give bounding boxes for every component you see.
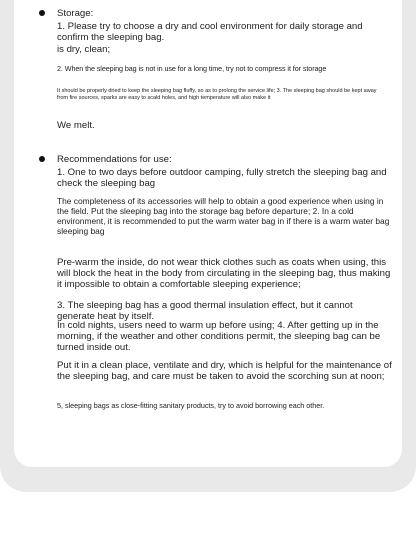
recommendations-paragraph-4: 3. The sleeping bag has a good thermal insulation effect, but it cannot generate heat by itself. [57, 300, 353, 323]
recommendations-paragraph-6: Put it in a clean place, ventilate and dry, which is helpful for the maintenance of the sleeping bag, and care must be taken to avoid the scorching sun at noon; [57, 360, 392, 383]
storage-paragraph-3: 2. When the sleeping bag is not in use for a long time, try not to compress it for storage [57, 64, 327, 73]
recommendations-paragraph-1: 1. One to two days before outdoor camping, fully stretch the sleeping bag and check the sleeping bag [57, 167, 387, 190]
storage-paragraph-1: 1. Please try to choose a dry and cool environment for daily storage and confirm the sleeping bag. [57, 21, 363, 44]
storage-paragraph-4: It should be properly dried to keep the sleeping bag fluffy, so as to prolong the service life; 3. The sleeping bag should be kept away from fire sources, sparks are easy to scald holes, and high temperature will also make it [57, 88, 377, 101]
bullet-icon [39, 10, 45, 16]
recommendations-paragraph-3: Pre-warm the inside, do not wear thick clothes such as coats when using, this will block the heat in the body from circulating in the sleeping bag, thus making it impossible to obtain a comfortable sleeping experience; [57, 257, 391, 291]
bullet-icon [39, 156, 45, 162]
storage-paragraph-5: We melt. [57, 120, 95, 131]
storage-heading: Storage: [57, 8, 94, 19]
recommendations-paragraph-2: The completeness of its accessories will help to obtain a good experience when using in the field. Put the sleeping bag into the storage bag before departure; 2. In a cold environment, it is recommended to put the warm water bag in if there is a warm water bag sleeping bag [57, 196, 390, 237]
storage-paragraph-2: is dry, clean; [57, 44, 111, 55]
recommendations-paragraph-7: 5, sleeping bags as close-fitting sanitary products, try to avoid borrowing each other. [57, 401, 325, 410]
content-card [14, 0, 402, 467]
recommendations-heading: Recommendations for use: [57, 154, 172, 165]
recommendations-paragraph-5: In cold nights, users need to warm up before using; 4. After getting up in the morning, if the weather and other conditions permit, the sleeping bag can be turned inside out. [57, 320, 381, 354]
